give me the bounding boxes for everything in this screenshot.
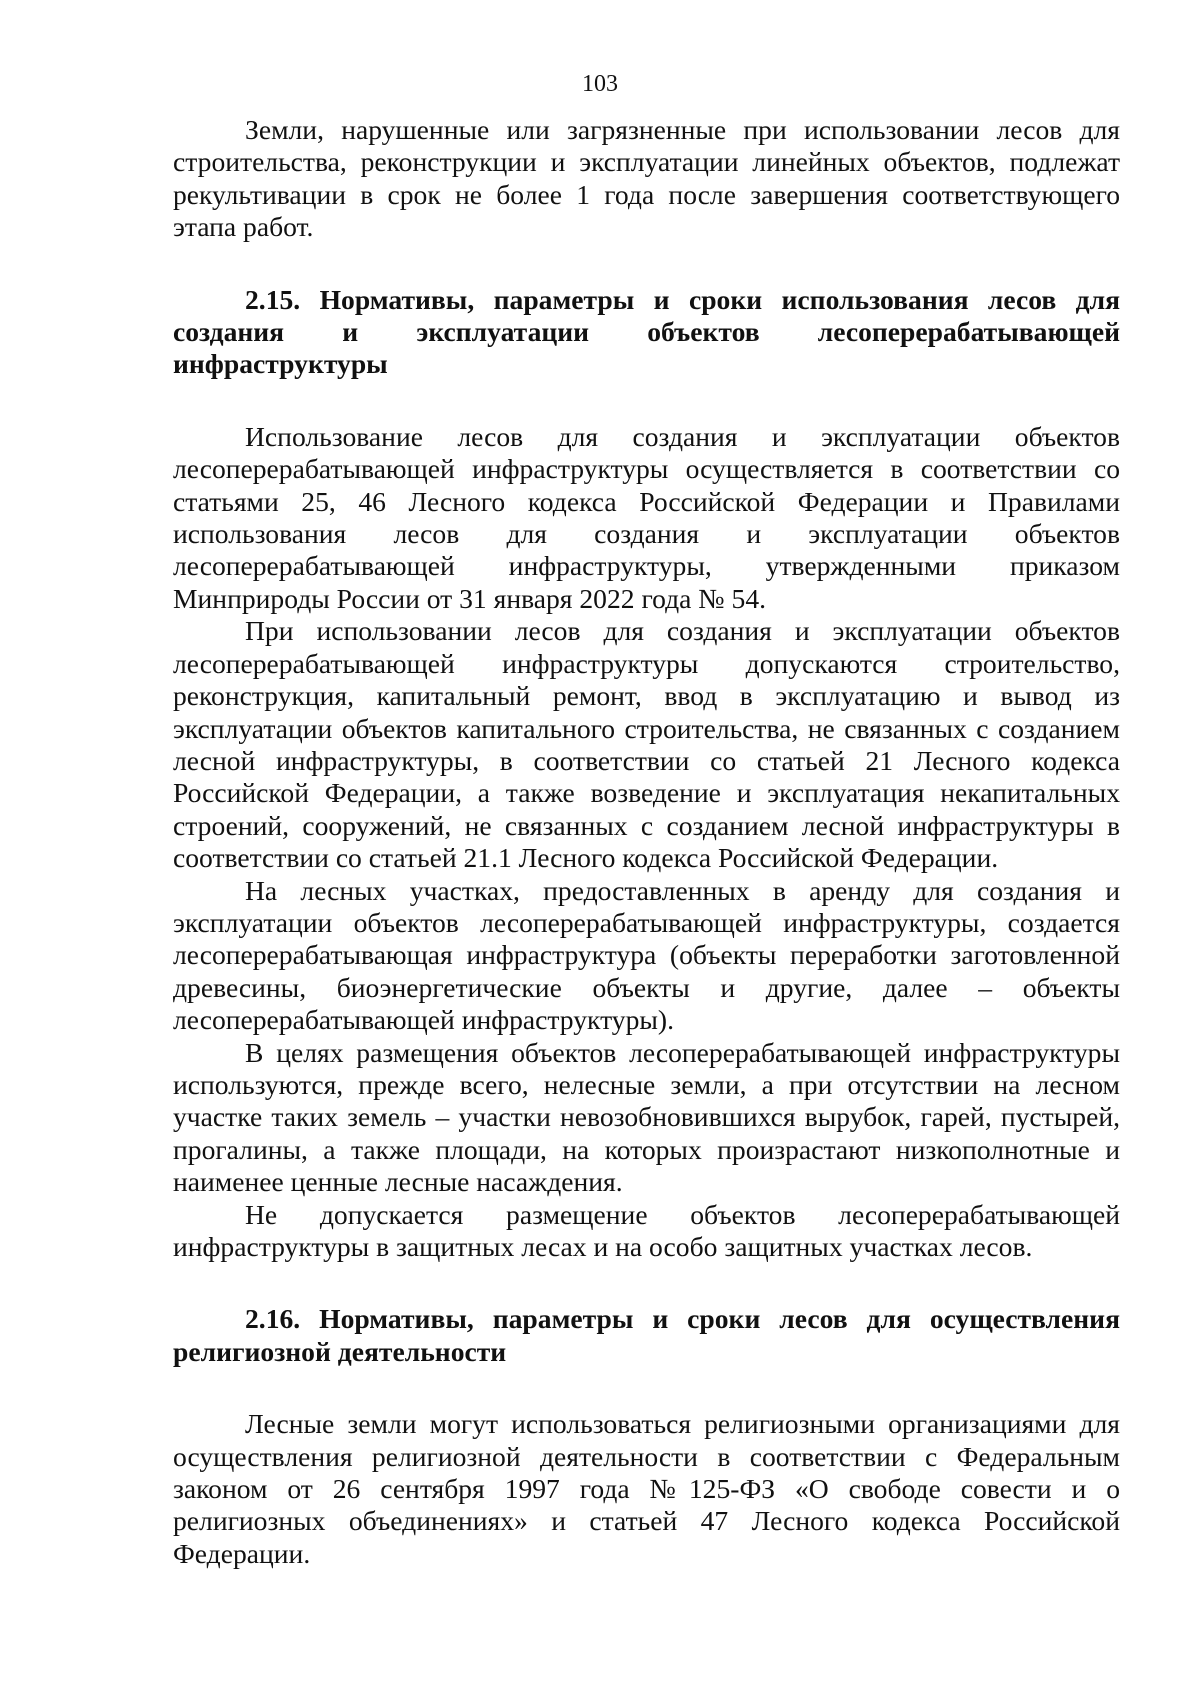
paragraph-placement-prohibition: Не допускается размещение объектов лесоперерабатывающей инфраструктуры в защитных лесах и на особо защитных участках лесов. [173,1198,1120,1262]
paragraph-forest-use-basis: Использование лесов для создания и эксплуатации объектов лесоперерабатывающей инфраструктуры осуществляется в соответствии со статьями 25, 46 Лесного кодекса Российской Федерации и Правилами использования лесов для создания и эксплуатации объектов лесоперерабатывающей инфраструктуры, утвержденными приказом Минприроды России от 31 января 2022 года № 54. [173,420,1120,614]
page-number: 103 [582,71,618,97]
spacer [173,244,1120,284]
spacer [173,1263,1120,1303]
section-heading-2-16: 2.16. Нормативы, параметры и сроки лесов для осуществления религиозной деятельности [173,1303,1120,1367]
section-heading-2-15: 2.15. Нормативы, параметры и сроки использования лесов для создания и эксплуатации объектов лесоперерабатывающей инфраструктуры [173,283,1120,380]
paragraph-permitted-construction: При использовании лесов для создания и эксплуатации объектов лесоперерабатывающей инфраструктуры допускаются строительство, реконструкция, капитальный ремонт, ввод в эксплуатацию и вывод из эксплуатации объектов капитального строительства, не связанных с созданием лесной инфраструктуры, в соответствии со статьей 21 Лесного кодекса Российской Федерации, а также возведение и эксплуатация некапитальных строений, сооружений, не связанных с созданием лесной инфраструктуры в соответствии со статьей 21.1 Лесного кодекса Российской Федерации. [173,615,1120,874]
document-body [173,114,1120,1570]
paragraph-land-reclamation: Земли, нарушенные или загрязненные при использовании лесов для строительства, реконструкции и эксплуатации линейных объектов, подлежат рекультивации в срок не более 1 года после завершения соответствующего этапа работ. [173,114,1120,243]
paragraph-lease-plots: На лесных участках, предоставленных в аренду для создания и эксплуатации объектов лесоперерабатывающей инфраструктуры, создается лесоперерабатывающая инфраструктура (объекты переработки заготовленной древесины, биоэнергетические объекты и другие, далее – объекты лесоперерабатывающей инфраструктуры). [173,874,1120,1036]
paragraph-placement-priority: В целях размещения объектов лесоперерабатывающей инфраструктуры используются, прежде всего, нелесные земли, а при отсутствии на лесном участке таких земель – участки невозобновившихся вырубок, гарей, пустырей, прогалины, а также площади, на которых произрастают низкополнотные и наименее ценные лесные насаждения. [173,1036,1120,1198]
spacer [173,1368,1120,1408]
paragraph-religious-activity: Лесные земли могут использоваться религиозными организациями для осуществления религиозной деятельности в соответствии с Федеральным законом от 26 сентября 1997 года №125-ФЗ «О свободе совести и о религиозных объединениях» и статьей 47 Лесного кодекса Российской Федерации. [173,1408,1120,1569]
spacer [173,381,1120,421]
